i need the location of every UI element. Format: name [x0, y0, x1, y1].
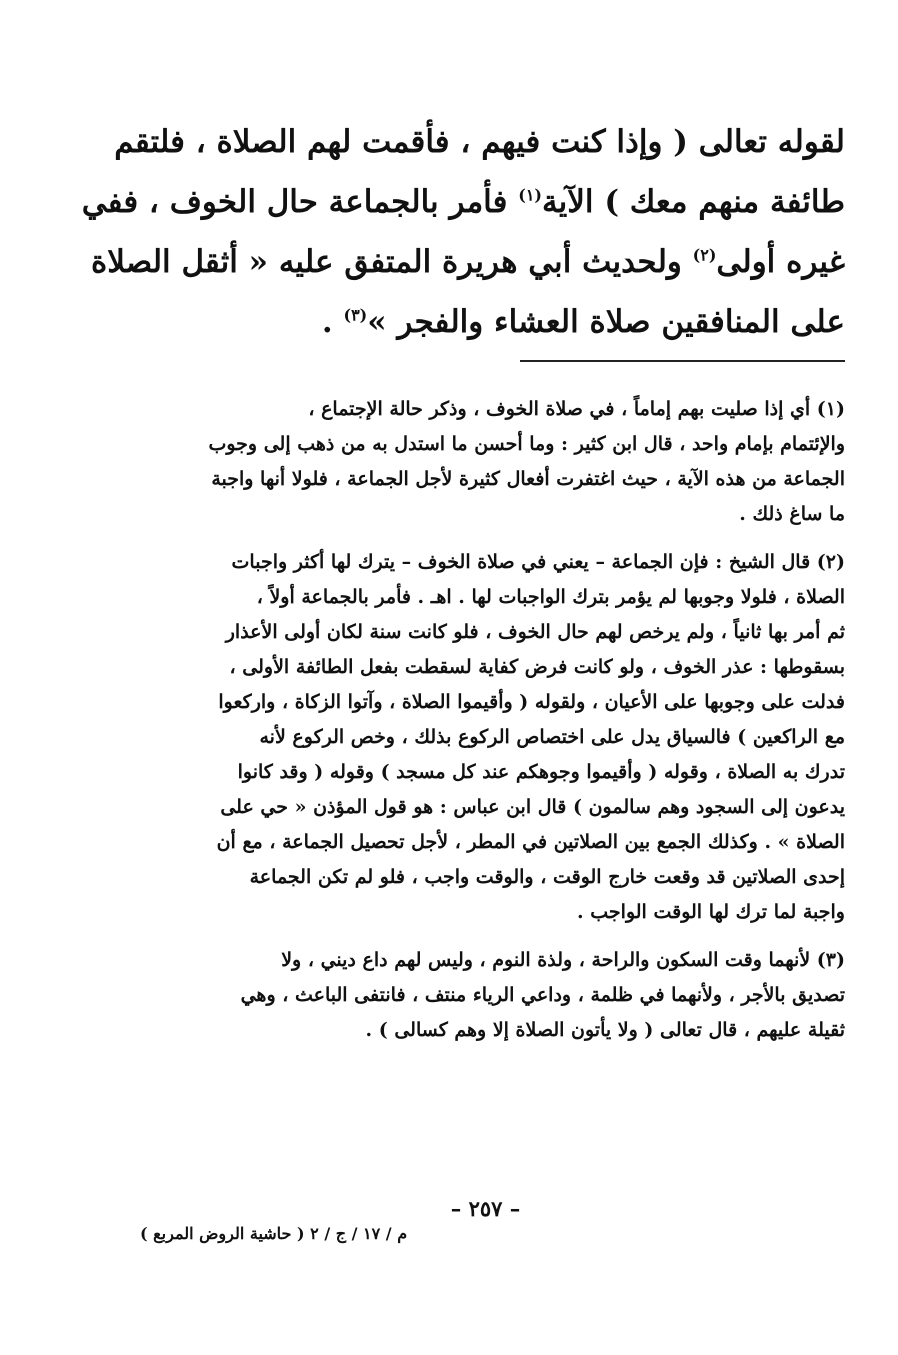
page-number: – ٢٥٧ –: [450, 1196, 521, 1221]
footnote-line: واجبة لما ترك لها الوقت الواجب .: [577, 901, 845, 923]
footnote-2: [115, 545, 845, 930]
main-line: غيره أولى$^{(٢)}$ ولحديث أبي هريرة المتفق عليه « أثقل الصلاة: [90, 244, 845, 280]
main-line: على المنافقين صلاة العشاء والفجر »$^{(٣)}$ .: [321, 304, 845, 340]
footnote-line: تصديق بالأجر ، ولأنهما في ظلمة ، وداعي الرياء منتف ، فانتفى الباعث ، وهي: [240, 984, 845, 1006]
footnote-line: يدعون إلى السجود وهم سالمون ) قال ابن عباس : هو قول المؤذن « حي على: [220, 796, 845, 818]
footnote-line: بسقوطها : عذر الخوف ، ولو كانت فرض كفاية لسقطت بفعل الطائفة الأولى ،: [229, 656, 845, 678]
main-line: طائفة منهم معك ) الآية$^{(١)}$ فأمر بالجماعة حال الخوف ، ففي: [81, 184, 845, 220]
footnote-line: (٢) قال الشيخ : فإن الجماعة – يعني في صلاة الخوف – يترك لها أكثر واجبات: [231, 551, 845, 573]
main-line: لقوله تعالى ( وإذا كنت فيهم ، فأقمت لهم الصلاة ، فلتقم: [114, 124, 845, 160]
footnote-line: ثقيلة عليهم ، قال تعالى ( ولا يأتون الصلاة إلا وهم كسالى ) .: [365, 1019, 845, 1041]
footnote-line: ما ساغ ذلك .: [739, 503, 845, 525]
footnote-separator: [520, 360, 845, 362]
footnote-line: الصلاة » . وكذلك الجمع بين الصلاتين في المطر ، لأجل تحصيل الجماعة ، مع أن: [216, 831, 845, 853]
footnote-marker-2: (٢): [692, 245, 717, 265]
footnote-marker-1: (١): [518, 185, 542, 205]
footnote-line: الصلاة ، فلولا وجوبها لم يؤمر بترك الواجبات لها . اهـ . فأمر بالجماعة أولاً ،: [256, 586, 845, 608]
footnote-line: تدرك به الصلاة ، وقوله ( وأقيموا وجوهكم عند كل مسجد ) وقوله ( وقد كانوا: [237, 761, 845, 783]
footnote-line: (٣) لأنهما وقت السكون والراحة ، ولذة النوم ، وليس لهم داع ديني ، ولا: [281, 949, 845, 971]
footnote-line: (١) أي إذا صليت بهم إماماً ، في صلاة الخوف ، وذكر حالة الإجتماع ،: [308, 398, 845, 420]
footnotes: [115, 392, 845, 1061]
footnote-line: ثم أمر بها ثانياً ، ولم يرخص لهم حال الخوف ، فلو كانت سنة لكان أولى الأعذار: [225, 621, 845, 643]
footnote-1: [115, 392, 845, 532]
footnote-3: [115, 943, 845, 1048]
footnote-line: الجماعة من هذه الآية ، حيث اغتفرت أفعال كثيرة لأجل الجماعة ، فلولا أنها واجبة: [211, 468, 845, 490]
main-text: [81, 112, 845, 352]
footnote-line: فدلت على وجوبها على الأعيان ، ولقوله ( وأقيموا الصلاة ، وآتوا الزكاة ، واركعوا: [218, 691, 845, 713]
signature-footer: م / ١٧ / ج / ٢ ( حاشية الروض المربع ): [140, 1224, 408, 1243]
footnote-line: إحدى الصلاتين قد وقعت خارج الوقت ، والوقت واجب ، فلو لم تكن الجماعة: [249, 866, 845, 888]
footnote-line: مع الراكعين ) فالسياق يدل على اختصاص الركوع بذلك ، وخص الركوع لأنه: [259, 726, 845, 748]
footnote-line: والإئتمام بإمام واحد ، قال ابن كثير : وما أحسن ما استدل به من ذهب إلى وجوب: [208, 433, 845, 455]
footnote-marker-3: (٣): [343, 305, 368, 325]
